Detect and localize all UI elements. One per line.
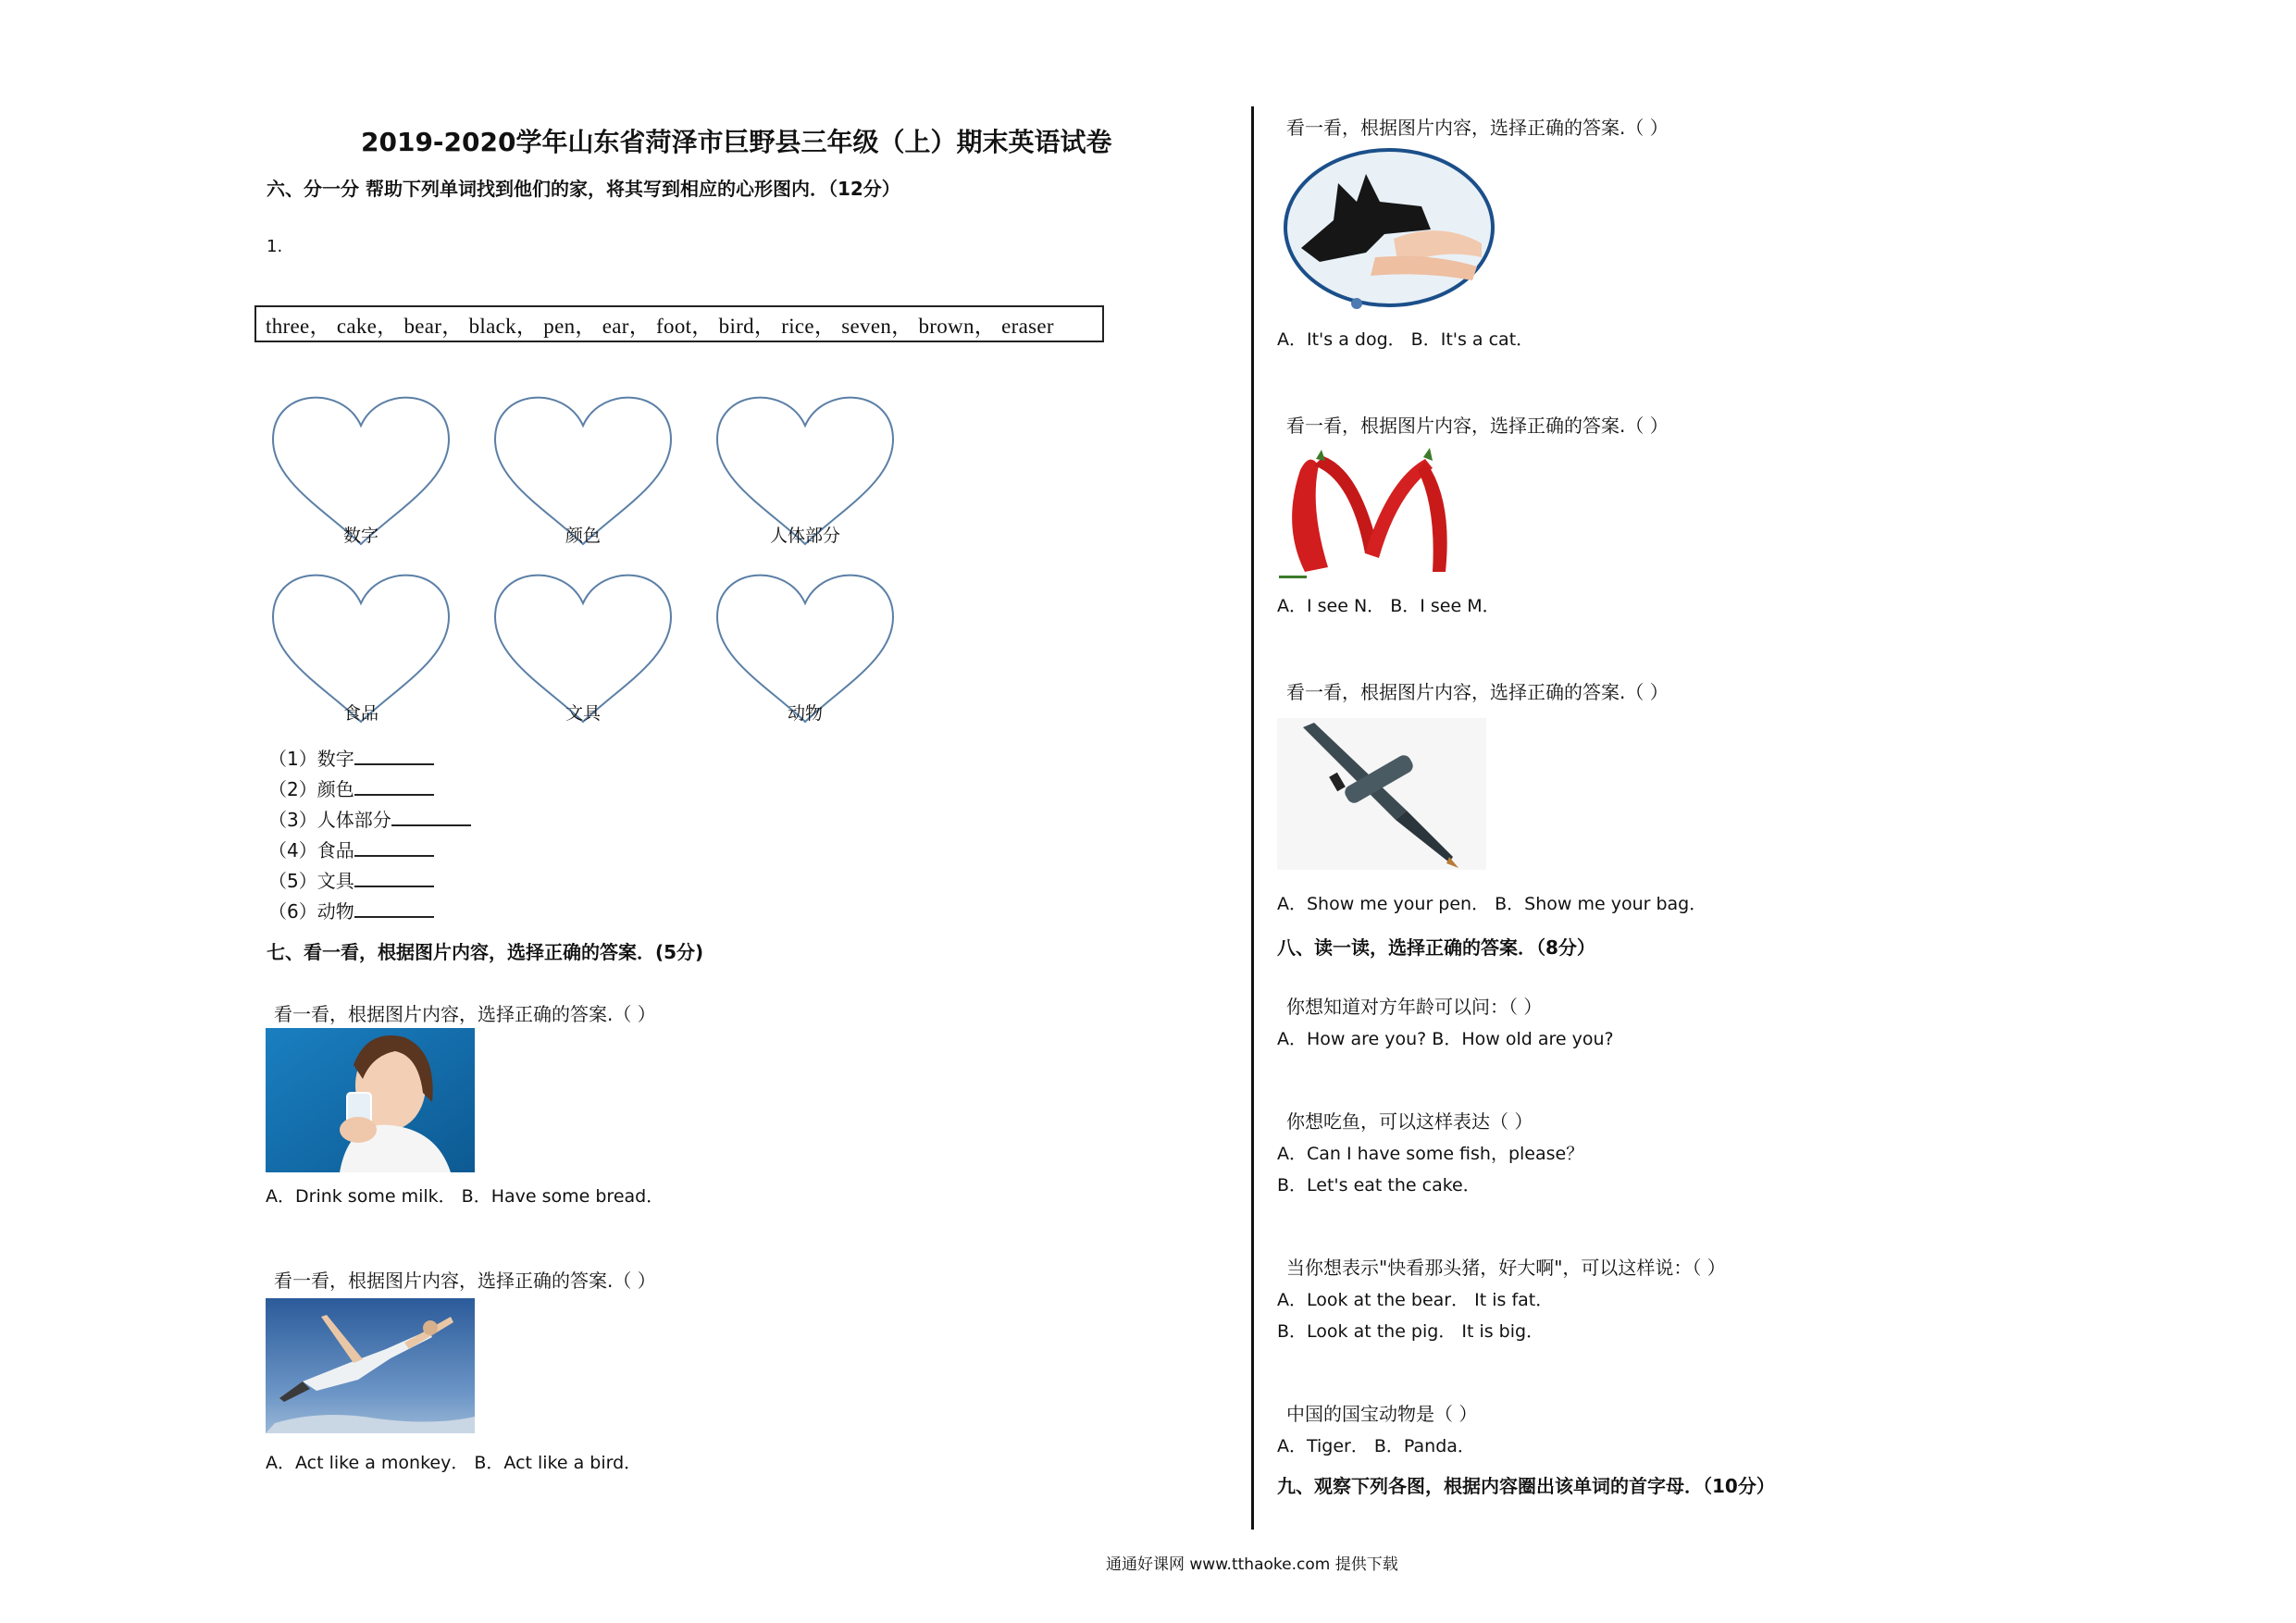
answer-options: A．Act like a monkey． B．Act like a bird． [266,1453,642,1473]
man-flying-like-bird-image [266,1298,475,1433]
heart-label-numbers: 数字 [342,526,379,546]
question-number: 1. [267,237,283,256]
answer-options: A．I see N． B．I see M． [1277,596,1500,616]
answer-label: （4）食品 [268,839,354,861]
heart-label-colors: 颜色 [565,526,601,546]
question-prompt: 看一看，根据图片内容，选择正确的答案.（ ） [1286,117,1669,139]
answer-label: （2）颜色 [268,778,354,800]
section6-heading: 六、分一分 帮助下列单词找到他们的家，将其写到相应的心形图内．（12分） [267,178,900,200]
section8-heading: 八、读一读，选择正确的答案．（8分） [1277,936,1595,959]
answer-blank[interactable] [354,747,434,765]
answer-line [268,774,434,801]
question-prompt: 你想知道对方年龄可以问：（ ） [1286,996,1543,1018]
hand-shadow-dog-image [1283,146,1496,309]
page-footer: 通通好课网 www.tthaoke.com 提供下载 [1106,1555,1398,1574]
answer-option-a: A．Can I have some fish，please？ [1277,1144,1584,1164]
heart-label-body-parts: 人体部分 [769,526,840,546]
question-prompt: 看一看，根据图片内容，选择正确的答案.（ ） [1286,415,1669,437]
question-prompt: 当你想表示"快看那头猪，好大啊"，可以这样说：（ ） [1286,1257,1726,1279]
answer-line [268,836,434,862]
answer-blank[interactable] [354,899,434,918]
word-bank-text: three， cake， bear， black， pen， ear， foot， bird， rice， seven， brown， eraser [266,314,1054,338]
answer-blank[interactable] [354,869,434,887]
answer-line [268,744,434,771]
question-prompt: 看一看，根据图片内容，选择正确的答案.（ ） [274,1270,656,1292]
answer-options: A．Show me your pen． B．Show me your bag． [1277,894,1707,914]
woman-drinking-milk-image [266,1028,475,1172]
answer-blank[interactable] [354,838,434,857]
answer-blank[interactable] [354,777,434,796]
answer-option-b: B．Let's eat the cake． [1277,1175,1481,1196]
chili-peppers-letter-m-image [1277,442,1471,581]
answer-label: （1）数字 [268,748,354,770]
answer-label: （3）人体部分 [268,809,391,831]
answer-label: （5）文具 [268,870,354,892]
heart-label-stationery: 文具 [565,703,601,724]
question-prompt: 看一看，根据图片内容，选择正确的答案.（ ） [274,1003,656,1025]
answer-options: A．It's a dog． B．It's a cat． [1277,329,1534,350]
page-title: 2019-2020学年山东省菏泽市巨野县三年级（上）期末英语试卷 [361,127,1112,157]
fountain-pen-image [1277,718,1486,870]
heart-label-animals: 动物 [787,703,823,724]
answer-options: A．Tiger． B．Panda． [1277,1436,1475,1456]
answer-blank[interactable] [391,808,471,826]
answer-label: （6）动物 [268,900,354,923]
answer-options: A．Drink some milk． B．Have some bread． [266,1186,664,1207]
answer-options: A．How are you? B．How old are you? [1277,1029,1614,1049]
section7-heading: 七、看一看，根据图片内容，选择正确的答案．(5分) [267,941,704,963]
answer-option-b: B．Look at the pig． It is big． [1277,1321,1545,1342]
section9-heading: 九、观察下列各图，根据内容圈出该单词的首字母．（10分） [1277,1475,1775,1497]
answer-line [268,897,434,923]
question-prompt: 看一看，根据图片内容，选择正确的答案.（ ） [1286,681,1669,703]
answer-line [268,866,434,893]
question-prompt: 中国的国宝动物是（ ） [1286,1403,1478,1425]
word-bank-box [254,305,1104,342]
column-divider [1251,106,1254,1530]
question-prompt: 你想吃鱼，可以这样表达（ ） [1286,1110,1533,1133]
heart-label-food: 食品 [342,703,379,724]
answer-line [268,805,471,832]
answer-option-a: A．Look at the bear． It is fat． [1277,1290,1554,1310]
